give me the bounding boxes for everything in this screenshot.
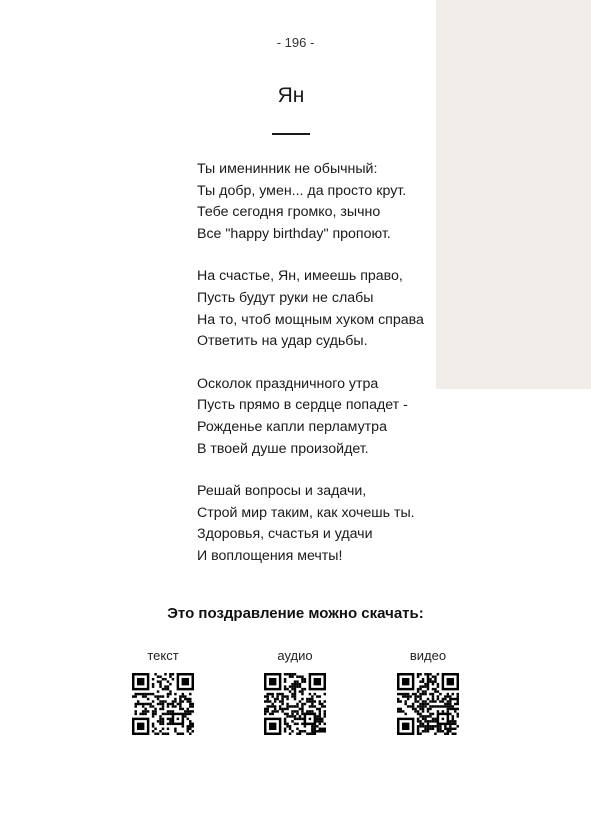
poem-line: Тебе сегодня громко, зычно <box>197 204 381 221</box>
download-heading: Это поздравление можно скачать: <box>167 605 424 622</box>
stanza <box>197 266 447 352</box>
poem-line: В твоей душе произойдет. <box>197 440 369 457</box>
stanza <box>197 374 447 460</box>
title-divider <box>272 133 310 135</box>
decorative-side-panel <box>436 0 591 389</box>
poem-line: Ты именинник не обычный: <box>197 161 378 177</box>
qr-code-icon[interactable] <box>397 673 459 735</box>
qr-code-icon[interactable] <box>264 673 326 735</box>
poem-line: И воплощения мечты! <box>197 547 343 564</box>
poem-line: Все "happy birthday" пропоют. <box>197 225 391 242</box>
poem-title: Ян <box>277 84 305 107</box>
stanza <box>197 159 447 245</box>
qr-label-video: видео <box>409 648 447 663</box>
qr-label-audio: аудио <box>277 648 313 663</box>
poem-body <box>197 159 447 589</box>
page-number: - 196 - <box>276 35 315 50</box>
download-video-block <box>388 648 468 735</box>
qr-code-icon[interactable] <box>132 673 194 735</box>
poem-line: Рожденье капли перламутра <box>197 418 387 435</box>
stanza <box>197 481 447 567</box>
poem-line: Ответить на удар судьбы. <box>197 333 368 350</box>
poem-line: Осколок праздничного утра <box>197 375 379 392</box>
download-text-block <box>123 648 203 735</box>
poem-line: Ты добр, умен... да просто крут. <box>197 182 407 199</box>
download-audio-block <box>255 648 335 735</box>
poem-line: Здоровья, счастья и удачи <box>197 526 373 543</box>
poem-line: На счастье, Ян, имеешь право, <box>197 268 403 285</box>
poem-line: Решай вопросы и задачи, <box>197 483 367 500</box>
poem-line: Пусть прямо в сердце попадет - <box>197 397 408 414</box>
poem-line: Строй мир таким, как хочешь ты. <box>197 504 415 521</box>
poem-line: Пусть будут руки не слабы <box>197 289 374 306</box>
qr-label-text: текст <box>147 648 179 663</box>
poem-line: На то, чтоб мощным хуком справа <box>197 311 424 328</box>
